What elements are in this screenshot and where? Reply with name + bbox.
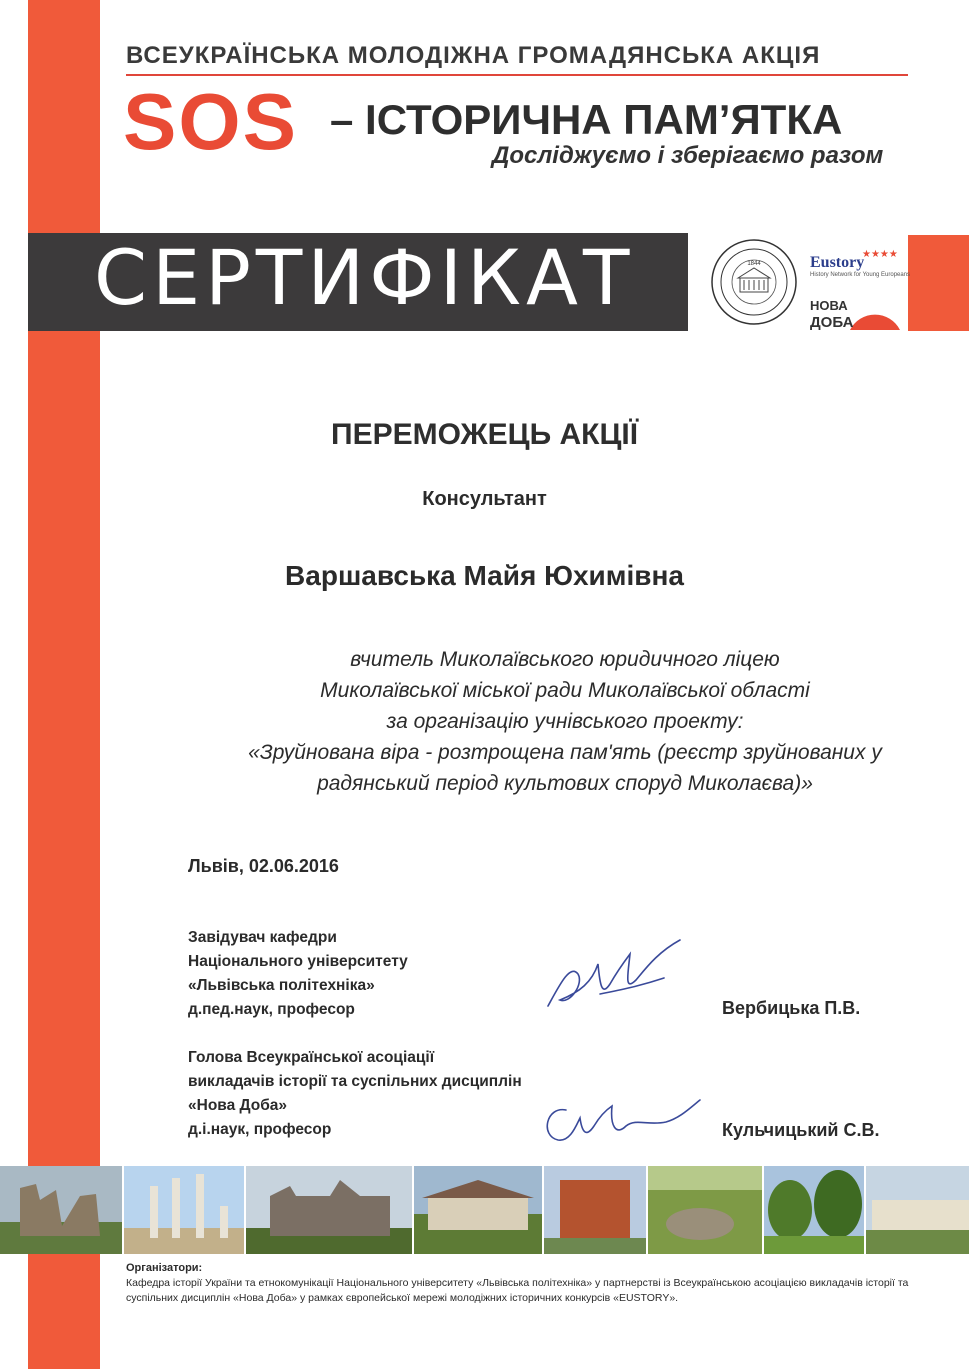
eustory-stars-icon	[862, 246, 900, 260]
header-divider	[126, 74, 908, 76]
photo-columns	[124, 1166, 244, 1254]
sos-logo-text: SOS	[123, 77, 298, 166]
description-line: Миколаївської міської ради Миколаївської області	[320, 679, 810, 702]
description-line: за організацію учнівського проекту:	[386, 710, 744, 733]
photo-palace	[866, 1166, 969, 1254]
signatory-2-title	[188, 1046, 522, 1142]
left-accent-stripe	[28, 0, 100, 1369]
signatory-line: викладачів історії та суспільних дисциплін	[188, 1073, 522, 1090]
svg-text:НОВА: НОВА	[810, 298, 848, 313]
signature-1-icon	[540, 934, 690, 1014]
eustory-tagline: History Network for Young Europeans	[810, 272, 911, 278]
description-line: «Зруйнована віра - розтрощена пам'ять (реєстр зруйнованих у	[248, 741, 882, 764]
svg-text:★★★★: ★★★★	[862, 249, 898, 260]
signatory-line: «Нова Доба»	[188, 1097, 288, 1114]
photo-red-brick-building	[544, 1166, 646, 1254]
organizers-text: Кафедра історії України та етнокомунікації Національного університету «Львівська політехніка» у партнерстві із Всеукраїнською асоціацією викладачів історії та суспільних дисциплін «Нова Доба» у рамках європейської мережі молодіжних історичних конкурсів «EUSTORY».	[126, 1277, 909, 1304]
photo-forest-rocks	[648, 1166, 762, 1254]
description-line: радянський період культових споруд Миколаєва)»	[317, 772, 813, 795]
campaign-title: – ІСТОРИЧНА ПАМ’ЯТКА	[330, 96, 843, 143]
award-title: ПЕРЕМОЖЕЦЬ АКЦІЇ	[331, 418, 638, 451]
signatory-line: Завідувач кафедри	[188, 929, 337, 946]
award-role: Консультант	[422, 488, 547, 510]
signatory-line: «Львівська політехніка»	[188, 977, 375, 994]
photo-park-trees	[764, 1166, 864, 1254]
svg-text:1844: 1844	[747, 261, 761, 267]
signature-2-icon	[536, 1096, 706, 1152]
eustory-logo: Eustory	[810, 254, 865, 271]
photo-gothic-palace	[246, 1166, 412, 1254]
heritage-photo-strip	[0, 1166, 969, 1254]
photo-castle-ruins	[0, 1166, 122, 1254]
issue-date: Львів, 02.06.2016	[188, 856, 339, 876]
signatory-line: Голова Всеукраїнської асоціації	[188, 1049, 435, 1066]
right-accent-stripe	[908, 235, 969, 331]
certificate-title: СЕРТИФІКАТ	[94, 233, 635, 322]
photo-manor-house	[414, 1166, 542, 1254]
signatory-line: Національного університету	[188, 953, 408, 970]
signatory-line: д.пед.наук, професор	[188, 1001, 355, 1018]
recipient-name: Варшавська Майя Юхимівна	[285, 560, 684, 591]
organizers-title: Організатори:	[126, 1262, 203, 1274]
svg-text:ДОБА: ДОБА	[810, 314, 854, 330]
signatory-2-name: Кульчицький С.В.	[722, 1120, 880, 1140]
description-line: вчитель Миколаївського юридичного ліцею	[350, 648, 780, 671]
nova-doba-logo-icon	[810, 296, 900, 330]
campaign-subtitle: Досліджуємо і зберігаємо разом	[492, 142, 884, 169]
campaign-header: ВСЕУКРАЇНСЬКА МОЛОДІЖНА ГРОМАДЯНСЬКА АКЦІЯ	[126, 42, 821, 69]
signatory-1-name: Вербицька П.В.	[722, 998, 861, 1018]
university-seal-icon	[708, 232, 800, 332]
signatory-1-title	[188, 926, 408, 1022]
signatory-line: д.і.наук, професор	[188, 1121, 332, 1138]
